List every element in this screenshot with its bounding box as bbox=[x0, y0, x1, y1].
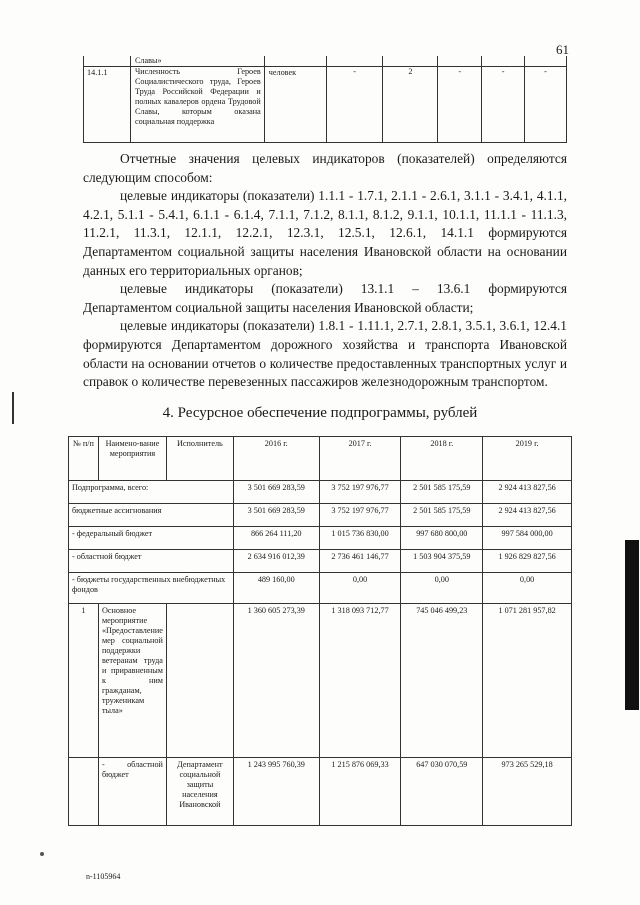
row-label: бюджетные ассигнования bbox=[69, 504, 234, 527]
item-executor bbox=[166, 604, 233, 758]
header-2019: 2019 г. bbox=[483, 437, 572, 481]
cell-2016: 3 501 669 283,59 bbox=[233, 504, 319, 527]
cell-2018: 1 503 904 375,59 bbox=[401, 550, 483, 573]
item-number: 1 bbox=[69, 604, 99, 758]
paragraph: целевые индикаторы (показатели) 13.1.1 – 13.6.1 формируются Департаментом социальной защиты населения Ивановской области; bbox=[83, 281, 567, 315]
indicator-table-fragment bbox=[83, 56, 567, 143]
cell-2016: 489 160,00 bbox=[233, 573, 319, 604]
cell-2017: 0,00 bbox=[319, 573, 401, 604]
header-name: Наимено-вание мероприятия bbox=[98, 437, 166, 481]
cell-2017: 1 318 093 712,77 bbox=[319, 604, 401, 758]
header-executor: Исполнитель bbox=[166, 437, 233, 481]
continuation-text: Славы» bbox=[130, 56, 264, 67]
indicator-value: 2 bbox=[383, 67, 438, 143]
header-num: № п/п bbox=[69, 437, 99, 481]
row-label: - областной бюджет bbox=[69, 550, 234, 573]
cell-2019: 2 924 413 827,56 bbox=[483, 481, 572, 504]
sub-row-executor: Департамент социальной защиты населения Ивановской bbox=[166, 758, 233, 826]
cell-2019: 1 926 829 827,56 bbox=[483, 550, 572, 573]
paragraph: целевые индикаторы (показатели) 1.1.1 - 1.7.1, 2.1.1 - 2.6.1, 3.1.1 - 3.4.1, 4.1.1, 4.2.1, 5.1.1 - 5.4.1, 6.1.1 - 6.1.4, 7.1.1, 7.1.2, 8.1.1, 8.1.2, 9.1.1, 10.1.1, 11.1.1 - 11.1.3, 11.2.1, 11.3.1, 12.1.1, 12.2.1, 12.3.1, 12.5.1, 12.6.1, 14.1.1 формируются Департаментом социальной защиты населения Ивановской области на основании данных его территориальных органов; bbox=[83, 188, 567, 278]
page-number: 61 bbox=[556, 42, 569, 57]
cell-2016: 1 243 995 760,39 bbox=[233, 758, 319, 826]
indicator-text: Численность Героев Социалистического труда, Героев Труда Российской Федерации и полных кавалеров ордена Трудовой Славы, которым оказана социальная поддержка bbox=[130, 67, 264, 143]
cell-2018: 997 680 800,00 bbox=[401, 527, 483, 550]
row-label: - бюджеты государственных внебюджетных фондов bbox=[69, 573, 234, 604]
row-label: Подпрограмма, всего: bbox=[69, 481, 234, 504]
cell-2019: 2 924 413 827,56 bbox=[483, 504, 572, 527]
indicator-unit: человек bbox=[264, 67, 326, 143]
indicator-value: - bbox=[438, 67, 482, 143]
row-label: - федеральный бюджет bbox=[69, 527, 234, 550]
indicator-value: - bbox=[525, 67, 567, 143]
footer-code: n-1105964 bbox=[86, 872, 121, 881]
header-2016: 2016 г. bbox=[233, 437, 319, 481]
cell-2017: 2 736 461 146,77 bbox=[319, 550, 401, 573]
scan-speck bbox=[40, 852, 44, 856]
paragraph: Отчетные значения целевых индикаторов (показателей) определяются следующим способом: bbox=[83, 151, 567, 185]
cell-2017: 3 752 197 976,77 bbox=[319, 481, 401, 504]
cell-2018: 2 501 585 175,59 bbox=[401, 504, 483, 527]
indicator-value: - bbox=[482, 67, 525, 143]
sub-row-label: - областной бюджет bbox=[98, 758, 166, 826]
cell-2019: 1 071 281 957,82 bbox=[483, 604, 572, 758]
indicator-value: - bbox=[326, 67, 383, 143]
cell-2018: 745 046 499,23 bbox=[401, 604, 483, 758]
resource-table bbox=[68, 436, 572, 826]
cell-2018: 2 501 585 175,59 bbox=[401, 481, 483, 504]
scan-edge-mark bbox=[625, 540, 639, 710]
header-2017: 2017 г. bbox=[319, 437, 401, 481]
item-name: Основное мероприятие «Предоставление мер социальной поддержки ветеранам труда и приравненным к ним гражданам, труженикам тыла» bbox=[98, 604, 166, 758]
cell-2016: 2 634 916 012,39 bbox=[233, 550, 319, 573]
cell-2016: 1 360 605 273,39 bbox=[233, 604, 319, 758]
header-2018: 2018 г. bbox=[401, 437, 483, 481]
indicator-number: 14.1.1 bbox=[84, 67, 131, 143]
margin-mark bbox=[12, 392, 14, 424]
paragraph: целевые индикаторы (показатели) 1.8.1 - 1.11.1, 2.7.1, 2.8.1, 3.5.1, 3.6.1, 12.4.1 формируются Департаментом дорожного хозяйства и транспорта Ивановской области на основании отчетов о количестве предоставленных транспортных услуг и справок о количестве перевезенных пассажиров железнодорожным транспортом. bbox=[83, 318, 567, 390]
cell-2016: 3 501 669 283,59 bbox=[233, 481, 319, 504]
cell-2017: 1 215 876 069,33 bbox=[319, 758, 401, 826]
cell-2016: 866 264 111,20 bbox=[233, 527, 319, 550]
cell-2019: 997 584 000,00 bbox=[483, 527, 572, 550]
body-text bbox=[83, 150, 567, 392]
cell-2018: 647 030 070,59 bbox=[401, 758, 483, 826]
cell-2017: 1 015 736 830,00 bbox=[319, 527, 401, 550]
cell-2019: 973 265 529,18 bbox=[483, 758, 572, 826]
cell-2017: 3 752 197 976,77 bbox=[319, 504, 401, 527]
cell-2019: 0,00 bbox=[483, 573, 572, 604]
cell-2018: 0,00 bbox=[401, 573, 483, 604]
section-title: 4. Ресурсное обеспечение подпрограммы, рублей bbox=[162, 405, 478, 421]
